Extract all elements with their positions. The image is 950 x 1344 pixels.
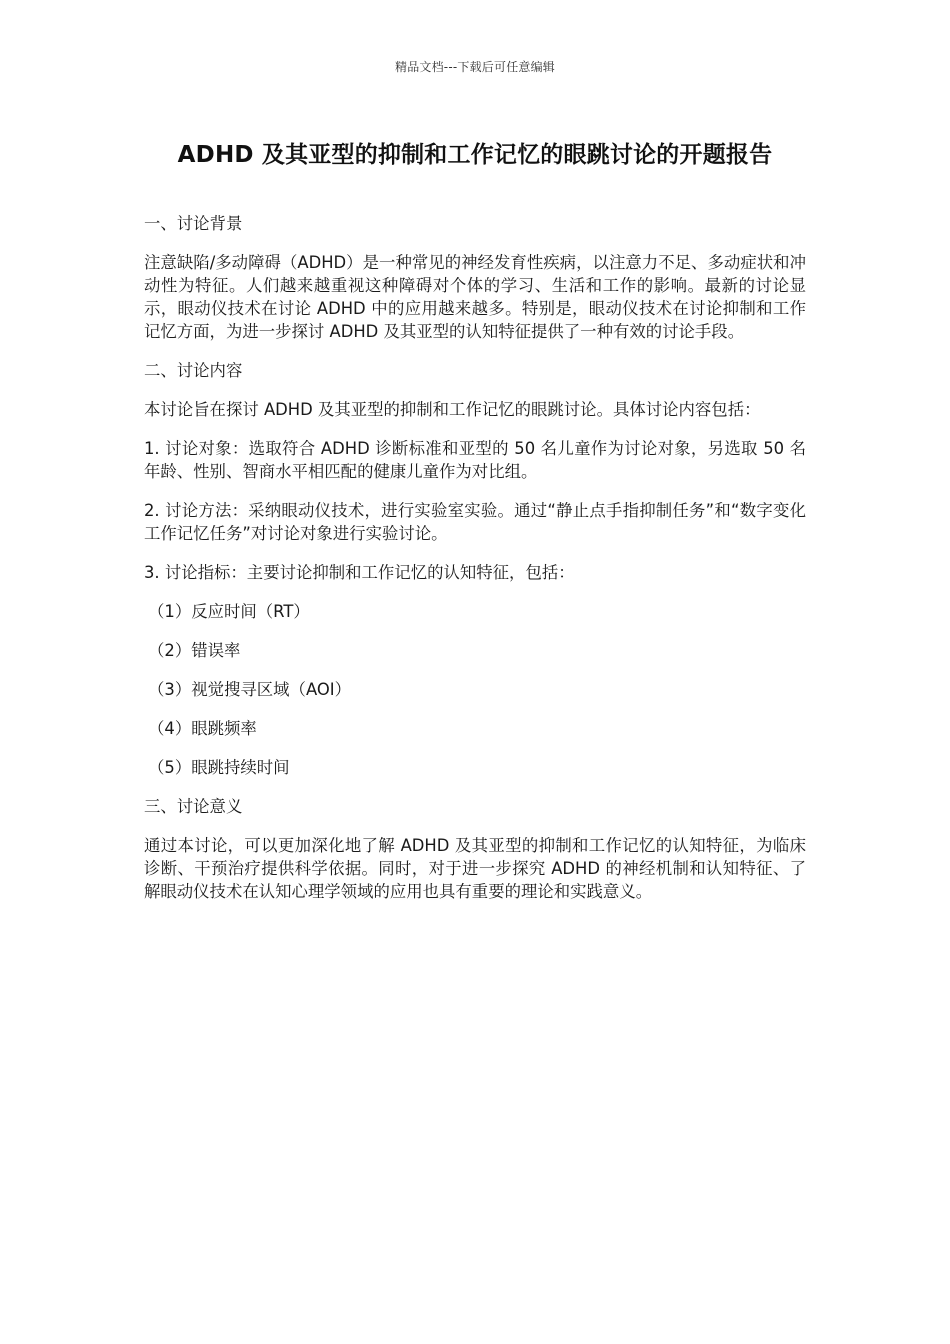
indicator-item: （4）眼跳频率: [148, 719, 257, 738]
indicator-item: （2）错误率: [148, 641, 241, 660]
indicator-item: （1）反应时间（RT）: [148, 602, 310, 621]
document-body: [144, 212, 806, 919]
indicator-item: （5）眼跳持续时间: [148, 758, 290, 777]
page-header: 精品文档---下载后可任意编辑: [395, 60, 555, 74]
content-item-methods: 2. 讨论方法：采纳眼动仪技术，进行实验室实验。通过“静止点手指抑制任务”和“数字变化工作记忆任务”对讨论对象进行实验讨论。: [144, 501, 806, 543]
content-intro: 本讨论旨在探讨 ADHD 及其亚型的抑制和工作记忆的眼跳讨论。具体讨论内容包括：: [144, 400, 761, 419]
section-heading-background: 一、讨论背景: [144, 214, 243, 233]
section-heading-significance: 三、讨论意义: [144, 797, 243, 816]
content-item-indicators: 3. 讨论指标：主要讨论抑制和工作记忆的认知特征，包括：: [144, 563, 575, 582]
indicator-item: （3）视觉搜寻区域（AOI）: [148, 680, 351, 699]
background-paragraph: 注意缺陷/多动障碍（ADHD）是一种常见的神经发育性疾病，以注意力不足、多动症状和冲动性为特征。人们越来越重视这种障碍对个体的学习、生活和工作的影响。最新的讨论显示，眼动仪技术在讨论 ADHD 中的应用越来越多。特别是，眼动仪技术在讨论抑制和工作记忆方面，为进一步探讨 ADHD 及其亚型的认知特征提供了一种有效的讨论手段。: [144, 253, 806, 341]
document-title: ADHD 及其亚型的抑制和工作记忆的眼跳讨论的开题报告: [177, 142, 773, 168]
content-item-subjects: 1. 讨论对象：选取符合 ADHD 诊断标准和亚型的 50 名儿童作为讨论对象，另选取 50 名年龄、性别、智商水平相匹配的健康儿童作为对比组。: [144, 439, 806, 481]
section-heading-content: 二、讨论内容: [144, 361, 243, 380]
significance-paragraph: 通过本讨论，可以更加深化地了解 ADHD 及其亚型的抑制和工作记忆的认知特征，为临床诊断、干预治疗提供科学依据。同时，对于进一步探究 ADHD 的神经机制和认知特征、了解眼动仪技术在认知心理学领域的应用也具有重要的理论和实践意义。: [144, 836, 806, 901]
